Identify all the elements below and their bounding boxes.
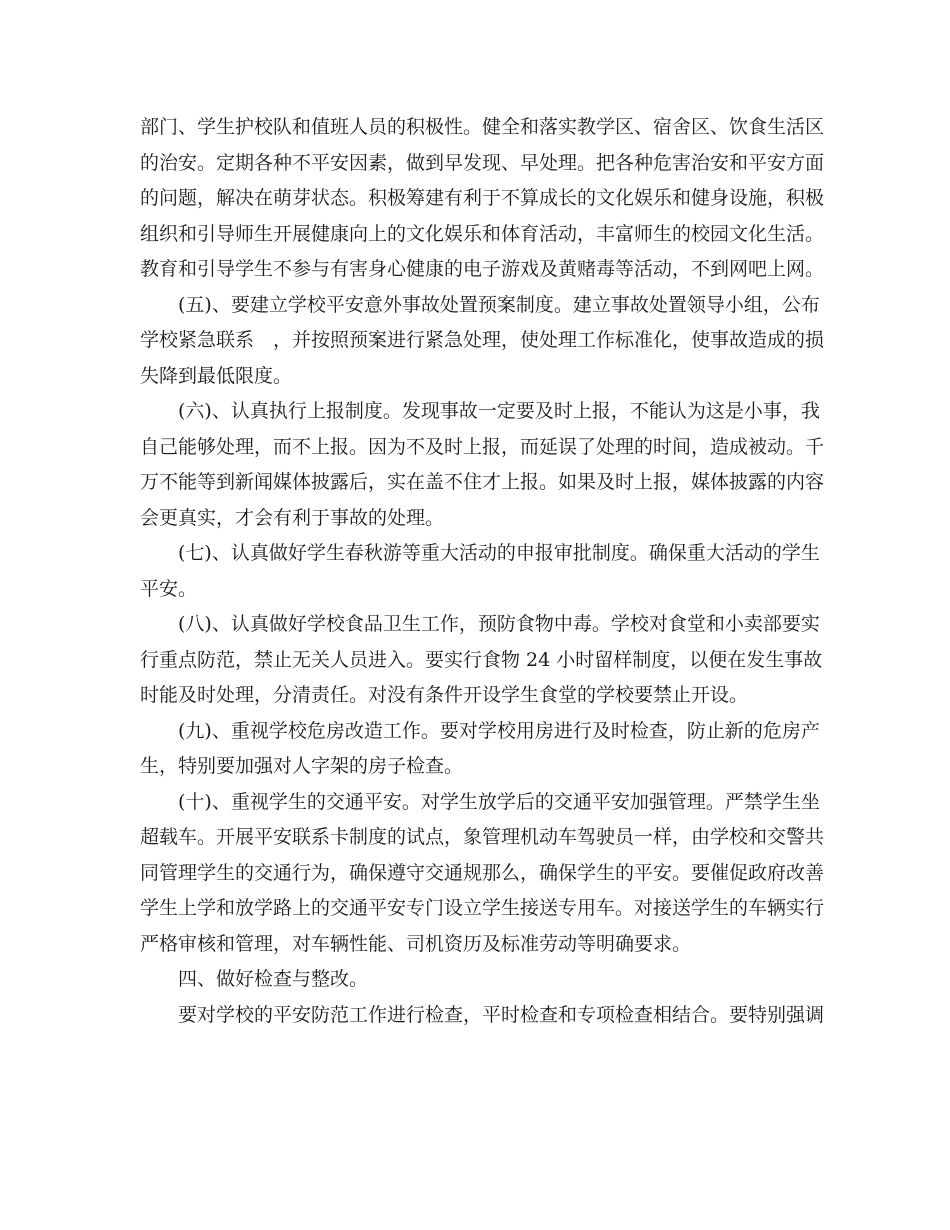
text-line: 教育和引导学生不参与有害身心健康的电子游戏及黄赌毒等活动，不到网吧上网。 (140, 258, 825, 280)
text-line: 万不能等到新闻媒体披露后，实在盖不住才上报。如果及时上报，媒体披露的内容 (140, 471, 825, 493)
text-line: 学生上学和放学路上的交通平安专门设立学生接送专用车。对接送学生的车辆实行 (140, 897, 825, 919)
text-line: 同管理学生的交通行为，确保遵守交通规那么，确保学生的平安。要催促政府改善 (140, 861, 825, 884)
text-line: (八)、认真做好学校食品卫生工作，预防食物中毒。学校对食堂和小卖部要实 (178, 613, 820, 635)
body-text (140, 110, 825, 1033)
text-line: 的治安。定期各种不平安因素，做到早发现、早处理。把各种危害治安和平安方面 (140, 151, 825, 174)
text-line: 严格审核和管理，对车辆性能、司机资历及标准劳动等明确要求。 (140, 932, 692, 955)
text-line: 时能及时处理，分清责任。对没有条件开设学生食堂的学校要禁止开设。 (140, 684, 749, 706)
text-line: 四、做好检查与整改。 (178, 968, 369, 990)
text-line: (七)、认真做好学生春秋游等重大活动的申报审批制度。确保重大活动的学生 (178, 542, 820, 564)
text-line: 生，特别要加强对人字架的房子检查。 (140, 755, 464, 777)
text-line: 自己能够处理，而不上报。因为不及时上报，而延误了处理的时间，造成被动。千 (140, 435, 825, 458)
text-line: 学校紧急联系 ，并按照预案进行紧急处理，使处理工作标准化，使事故造成的损 (140, 329, 825, 351)
text-line: 行重点防范，禁止无关人员进入。要实行食物 24 小时留样制度，以便在发生事故 (140, 648, 823, 671)
text-line: (六)、认真执行上报制度。发现事故一定要及时上报，不能认为这是小事，我 (178, 400, 820, 422)
text-line: 平安。 (140, 577, 198, 600)
text-line: 部门、学生护校队和值班人员的积极性。健全和落实教学区、宿舍区、饮食生活区 (140, 116, 825, 138)
text-line: 会更真实，才会有利于事故的处理。 (140, 506, 445, 529)
text-line: 超载车。开展平安联系卡制度的试点，象管理机动车驾驶员一样，由学校和交警共 (140, 826, 825, 848)
text-line: (十)、重视学生的交通平安。对学生放学后的交通平安加强管理。严禁学生坐 (178, 790, 820, 813)
text-line: 失降到最低限度。 (140, 364, 293, 387)
text-line: (五)、要建立学校平安意外事故处置预案制度。建立事故处置领导小组，公布 (178, 293, 820, 316)
text-line: 的问题，解决在萌芽状态。积极筹建有利于不算成长的文化娱乐和健身设施，积极 (140, 187, 825, 209)
text-line: 要对学校的平安防范工作进行检查，平时检查和专项检查相结合。要特别强调 (178, 1003, 825, 1026)
text-line: 组织和引导师生开展健康向上的文化娱乐和体育活动，丰富师生的校园文化生活。 (140, 222, 825, 245)
text-line: (九)、重视学校危房改造工作。要对学校用房进行及时检查，防止新的危房产 (178, 719, 820, 742)
